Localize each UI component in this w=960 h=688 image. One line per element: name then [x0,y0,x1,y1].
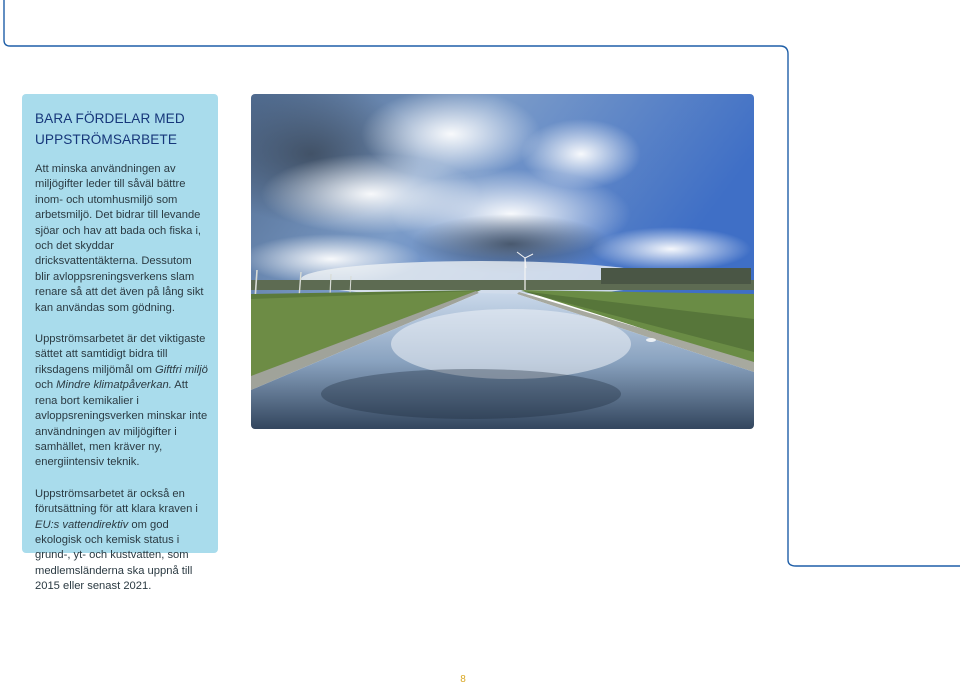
link-mindre-klimatpaverkan: Mindre klimatpåverkan. [56,379,172,392]
fact-box [22,94,218,593]
paragraph-benefits: Att minska användningen av miljögifter leder till såväl bättre inom- och utomhusmiljö som arbetsmiljö. Det bidrar till levande sjöar och hav att bada och fiska i, och det skyddar dricksvattentäkterna. Dessutom blir avloppsreningsverkens slam renare så att det även på lång sikt kan användas som gödning. [35,163,204,314]
heading-line-2: UPPSTRÖMSARBETE [35,132,177,147]
paragraph-eu-directive [35,487,208,595]
link-eu-vattendirektiv: EU:s vattendirektiv [35,518,129,531]
p2-text-b: och [35,379,57,392]
p2-text-c: Att rena bort kemikalier i avloppsreningsverken minskar inte användningen av miljögifter i samhället, men kräver ny, energiintensiv teknik. [35,379,208,469]
canal-photo [251,94,754,429]
p3-text-a: Uppströmsarbetet är också en förutsättning för att klara kraven i [35,487,198,516]
p2-text-a: Uppströmsarbetet är det viktigaste sättet att samtidigt bidra till riksdagens miljömål om [35,333,206,376]
heading-line-1: BARA FÖRDELAR MED [35,111,185,126]
p3-text-b: om god ekologisk och kemisk status i grund-, yt- och kustvatten, som medlemsländerna ska uppnå till 2015 eller senast 2021. [35,518,193,593]
fact-box-heading [35,108,208,150]
paragraph-goals [35,332,208,471]
link-giftfri-miljo: Giftfri miljö [155,363,208,376]
page-number: 8 [460,674,466,685]
